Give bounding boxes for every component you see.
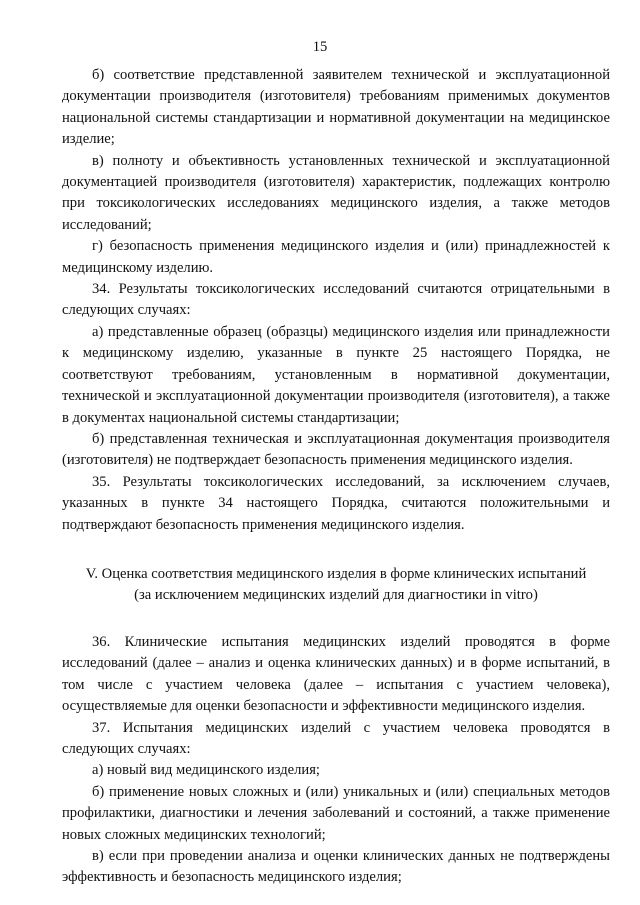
paragraph-37-b: б) применение новых сложных и (или) уникальных и (или) специальных методов профилактики, диагностики и лечения заболеваний и состояний, а также применение новых сложных медицинских технологий; xyxy=(62,783,610,843)
section-heading-subtitle: (за исключением медицинских изделий для диагностики in vitro) xyxy=(134,586,538,603)
section-heading xyxy=(62,564,610,606)
document-body xyxy=(62,65,610,889)
paragraph-g-safety: г) безопасность применения медицинского изделия и (или) принадлежностей к медицинскому изделию. xyxy=(62,238,610,276)
page-number: 15 xyxy=(312,39,328,55)
paragraph-35-positive-results: 35. Результаты токсикологических исследований, за исключением случаев, указанных в пункте 34 настоящего Порядка, считаются положительными и подтверждают безопасность применения медицинского изделия. xyxy=(62,473,610,533)
paragraph-34-a: а) представленные образец (образцы) медицинского изделия или принадлежности к медицинскому изделию, указанные в пункте 25 настоящего Порядка, не соответствуют требованиям, установленным в нормативной документации, технической и эксплуатационной документации производителя (изготовителя), а также в документах национальной системы стандартизации; xyxy=(62,323,610,426)
paragraph-37-human-trials: 37. Испытания медицинских изделий с участием человека проводятся в следующих случаях: xyxy=(62,719,610,757)
paragraph-36-clinical-trials: 36. Клинические испытания медицинских изделий проводятся в форме исследований (далее – анализ и оценка клинических данных) и в форме испытаний, в том числе с участием человека (далее – испытания с участием человека), осуществляемые для оценки безопасности и эффективности медицинского изделия. xyxy=(62,633,610,715)
paragraph-b-compliance: б) соответствие представленной заявителем технической и эксплуатационной документации производителя (изготовителя) требованиям применимых документов национальной системы стандартизации и нормативной документации на медицинское изделие; xyxy=(62,67,610,148)
paragraph-34-b: б) представленная техническая и эксплуатационная документация производителя (изготовителя) не подтверждает безопасность применения медицинского изделия. xyxy=(62,430,610,469)
paragraph-v-completeness: в) полноту и объективность установленных технической и эксплуатационной документацией производителя (изготовителя) характеристик, подлежащих контролю при токсикологических исследованиях медицинского изделия, а также методов исследований; xyxy=(62,152,610,233)
paragraph-37-a: а) новый вид медицинского изделия; xyxy=(92,762,320,779)
paragraph-37-v: в) если при проведении анализа и оценки клинических данных не подтверждены эффективность и безопасность медицинского изделия; xyxy=(62,848,610,886)
paragraph-34-negative-results: 34. Результаты токсикологических исследований считаются отрицательными в следующих случаях: xyxy=(62,281,610,319)
section-heading-title: V. Оценка соответствия медицинского изделия в форме клинических испытаний xyxy=(85,565,587,582)
